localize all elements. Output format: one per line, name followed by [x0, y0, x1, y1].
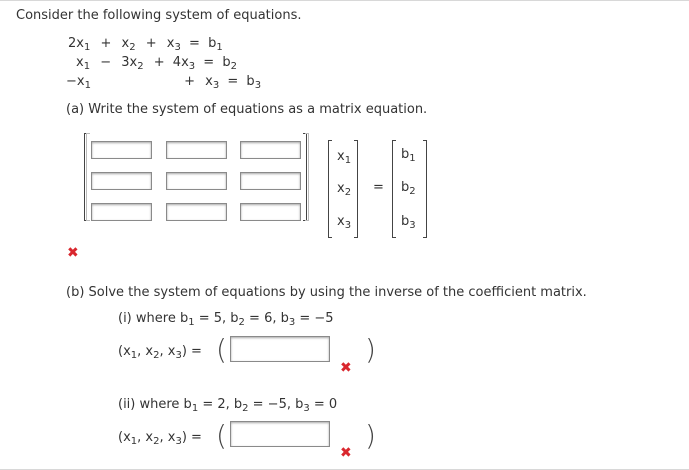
- matrix-input-r1c3[interactable]: [240, 141, 301, 159]
- matrix-input-r1c1[interactable]: [91, 141, 152, 159]
- intro-text: Consider the following system of equations.: [16, 8, 302, 23]
- matrix-input-r2c3[interactable]: [240, 172, 301, 190]
- b-vector-right-bracket: [423, 140, 427, 238]
- matrix-input-r1c2[interactable]: [166, 141, 227, 159]
- b-vector-entry-3: $b_3$: [401, 214, 416, 231]
- part-b-i-left-paren: (: [216, 333, 227, 366]
- part-b-i-answer-input[interactable]: [230, 336, 330, 362]
- x-vector-entry-3: $x_3$: [337, 214, 352, 231]
- part-b-ii-condition: (ii) where $b_1 = 2$, $b_2 = -5$, $b_3 = 0$: [118, 397, 338, 414]
- part-b-i-condition: (i) where $b_1 = 5$, $b_2 = 6$, $b_3 = -5$: [118, 311, 334, 328]
- b-vector-entry-2: $b_2$: [401, 180, 416, 197]
- part-b-i-tuple-label: ($x_1$, $x_2$, $x_3$) =: [118, 344, 202, 361]
- part-a-incorrect-icon: ✖: [67, 245, 79, 261]
- part-b-ii-right-paren: ): [365, 419, 376, 452]
- matrix-input-r3c1[interactable]: [91, 203, 152, 221]
- part-b-ii-incorrect-icon: ✖: [340, 445, 352, 461]
- b-vector-left-bracket: [392, 140, 396, 238]
- equation-row-3: $-x_1 + x_3 = b_3$: [66, 74, 262, 91]
- matrix-equals-sign: =: [373, 180, 384, 195]
- matrix-left-bracket-shade: [86, 133, 90, 221]
- equation-row-2: $x_1 - 3x_2 + 4x_3 = b_2$: [76, 55, 237, 72]
- b-vector-entry-1: $b_1$: [401, 147, 416, 164]
- matrix-right-bracket-shade: [305, 133, 309, 221]
- part-b-i-incorrect-icon: ✖: [340, 360, 352, 376]
- part-b-ii-left-paren: (: [216, 419, 227, 452]
- x-vector-left-bracket: [328, 140, 332, 238]
- matrix-input-r2c1[interactable]: [91, 172, 152, 190]
- part-a-prompt: (a) Write the system of equations as a matrix equation.: [66, 102, 428, 117]
- matrix-input-r2c2[interactable]: [166, 172, 227, 190]
- x-vector-right-bracket: [354, 140, 358, 238]
- part-b-prompt: (b) Solve the system of equations by using the inverse of the coefficient matrix.: [66, 285, 587, 300]
- part-b-ii-answer-input[interactable]: [230, 421, 330, 447]
- top-border: [0, 0, 689, 1]
- x-vector-entry-2: $x_2$: [337, 181, 352, 198]
- matrix-input-r3c3[interactable]: [240, 203, 301, 221]
- matrix-input-r3c2[interactable]: [166, 203, 227, 221]
- part-b-i-right-paren: ): [365, 333, 376, 366]
- equation-row-1: $2x_1 + x_2 + x_3 = b_1$: [68, 36, 223, 53]
- x-vector-entry-1: $x_1$: [337, 149, 352, 166]
- part-b-ii-tuple-label: ($x_1$, $x_2$, $x_3$) =: [118, 430, 202, 447]
